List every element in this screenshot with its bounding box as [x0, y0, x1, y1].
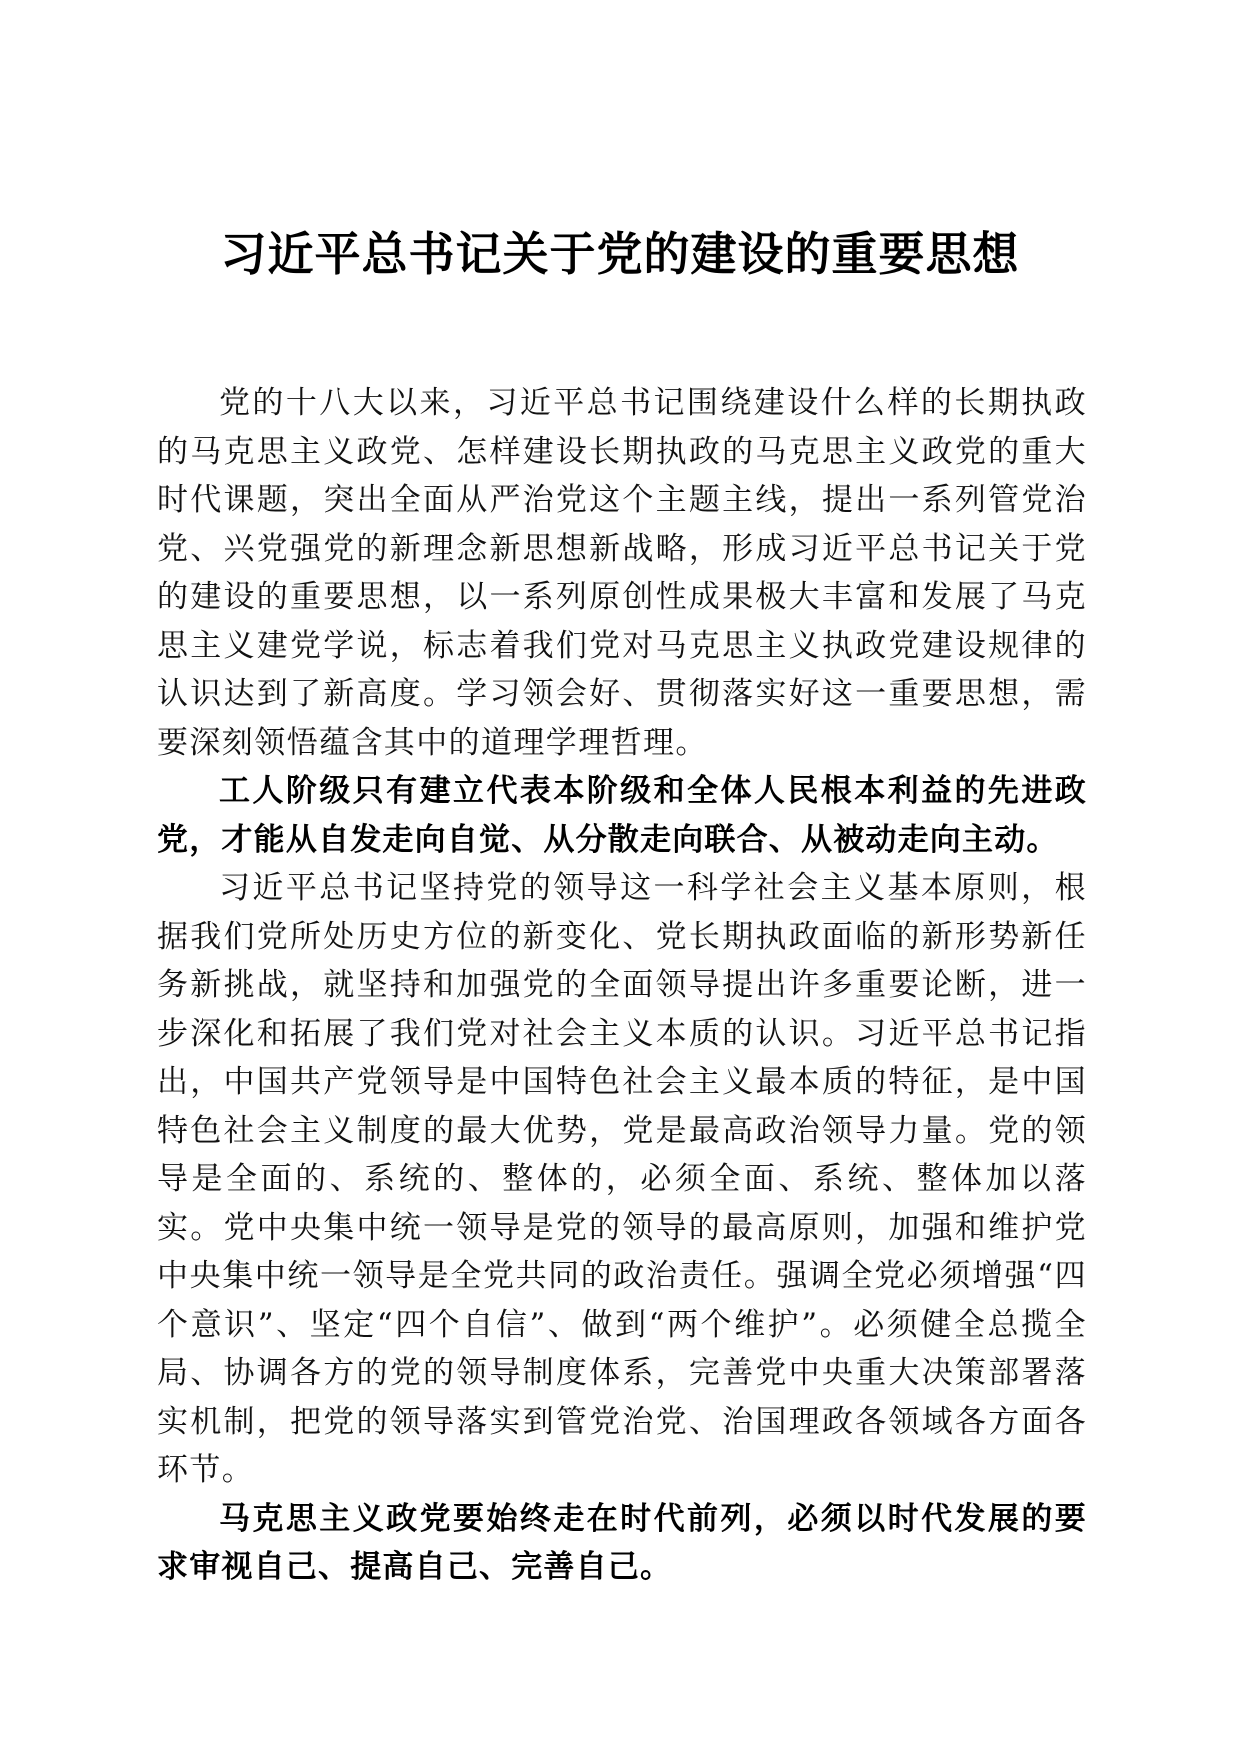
body-paragraph-1: 党的十八大以来，习近平总书记围绕建设什么样的长期执政的马克思主义政党、怎样建设长期执政的马克思主义政党的重大时代课题，突出全面从严治党这个主题主线，提出一系列管党治党、兴党强党的新理念新思想新战略，形成习近平总书记关于党的建设的重要思想，以一系列原创性成果极大丰富和发展了马克思主义建党学说，标志着我们党对马克思主义执政党建设规律的认识达到了新高度。学习领会好、贯彻落实好这一重要思想，需要深刻领悟蕴含其中的道理学理哲理。 [157, 385, 1087, 761]
bold-heading-paragraph-1: 工人阶级只有建立代表本阶级和全体人民根本利益的先进政党，才能从自发走向自觉、从分散走向联合、从被动走向主动。 [157, 773, 1087, 858]
document-title: 习近平总书记关于党的建设的重要思想 [220, 227, 1020, 281]
bold-heading-paragraph-2: 马克思主义政党要始终走在时代前列，必须以时代发展的要求审视自己、提高自己、完善自己。 [157, 1500, 1087, 1585]
body-paragraph-2: 习近平总书记坚持党的领导这一科学社会主义基本原则，根据我们党所处历史方位的新变化、党长期执政面临的新形势新任务新挑战，就坚持和加强党的全面领导提出许多重要论断，进一步深化和拓展了我们党对社会主义本质的认识。习近平总书记指出，中国共产党领导是中国特色社会主义最本质的特征，是中国特色社会主义制度的最大优势，党是最高政治领导力量。党的领导是全面的、系统的、整体的，必须全面、系统、整体加以落实。党中央集中统一领导是党的领导的最高原则，加强和维护党中央集中统一领导是全党共同的政治责任。强调全党必须增强“四个意识”、坚定“四个自信”、做到“两个维护”。必须健全总揽全局、协调各方的党的领导制度体系，完善党中央重大决策部署落实机制，把党的领导落实到管党治党、治国理政各领域各方面各环节。 [157, 870, 1087, 1488]
document-body [157, 379, 1087, 1592]
